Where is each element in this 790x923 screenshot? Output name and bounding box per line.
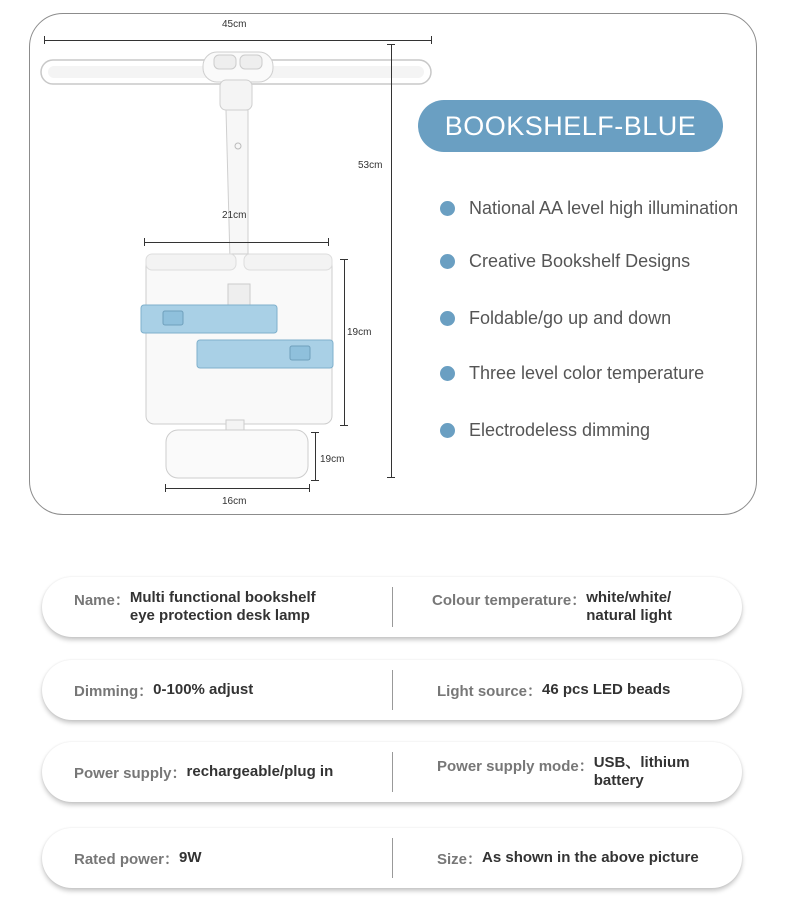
spec-label: Dimming： [74,682,154,700]
spec-value: 0-100% adjust [153,681,254,698]
dim-cap [387,477,395,478]
dim-line-19-base [315,432,316,480]
spec-row [42,577,742,637]
dim-line-21 [144,242,329,243]
dim-line-45 [44,40,432,41]
dim-line-16 [165,488,310,489]
feature-text: Electrodeless dimming [469,420,651,440]
dim-cap [340,425,348,426]
spec-label: Power supply mode： [437,758,594,775]
dim-cap [387,44,395,45]
spec-label: Name： [74,592,130,609]
dim-cap [431,36,432,44]
spec-right [437,742,699,802]
dim-label-53: 53cm [358,160,383,171]
spec-left [74,577,340,637]
dim-cap [165,484,166,492]
spec-left [74,742,333,802]
spec-row [42,660,742,720]
feature-item [440,198,738,219]
spec-right [437,828,699,888]
dim-cap [309,484,310,492]
dim-line-19-top [344,259,345,425]
dim-cap [328,238,329,246]
dim-label-21: 21cm [222,210,247,221]
dim-label-16: 16cm [222,496,247,507]
spec-left [74,828,202,888]
feature-text: Foldable/go up and down [469,308,672,328]
feature-text: Three level color temperature [469,363,705,383]
divider [392,587,393,627]
spec-value: white/white/ natural light [586,589,673,624]
feature-item [440,420,650,441]
feature-text: National AA level high illumination [469,198,739,218]
spec-value: 9W [179,849,202,866]
divider [392,838,393,878]
dim-line-53 [391,44,392,477]
feature-text: Creative Bookshelf Designs [469,251,691,271]
product-title-badge: BOOKSHELF-BLUE [418,100,723,152]
spec-left [74,660,253,720]
feature-item [440,363,704,384]
feature-item [440,308,671,329]
bullet-dot-icon [440,201,455,216]
spec-row [42,742,742,802]
dim-cap [340,259,348,260]
bullet-dot-icon [440,311,455,326]
spec-right [432,577,691,637]
dim-label-45: 45cm [222,19,247,30]
dim-cap [144,238,145,246]
spec-label: Light source： [437,682,543,700]
spec-row [42,828,742,888]
spec-value: rechargeable/plug in [186,763,334,780]
spec-label: Rated power： [74,850,180,868]
bullet-dot-icon [440,254,455,269]
spec-value: 46 pcs LED beads [542,681,671,698]
spec-value: As shown in the above picture [482,849,699,866]
spec-value: Multi functional bookshelf eye protection desk lamp [129,589,316,624]
dim-cap [44,36,45,44]
dim-label-19-top: 19cm [347,327,372,338]
feature-item [440,251,690,272]
spec-label: Colour temperature： [432,592,587,609]
spec-right [437,660,670,720]
dim-cap [311,480,319,481]
bullet-dot-icon [440,423,455,438]
divider [392,752,393,792]
divider [392,670,393,710]
dim-label-19-base: 19cm [320,454,345,465]
spec-value: USB、lithium battery [593,754,690,789]
spec-label: Size： [437,850,483,868]
dim-cap [311,432,319,433]
bullet-dot-icon [440,366,455,381]
spec-label: Power supply： [74,764,187,782]
